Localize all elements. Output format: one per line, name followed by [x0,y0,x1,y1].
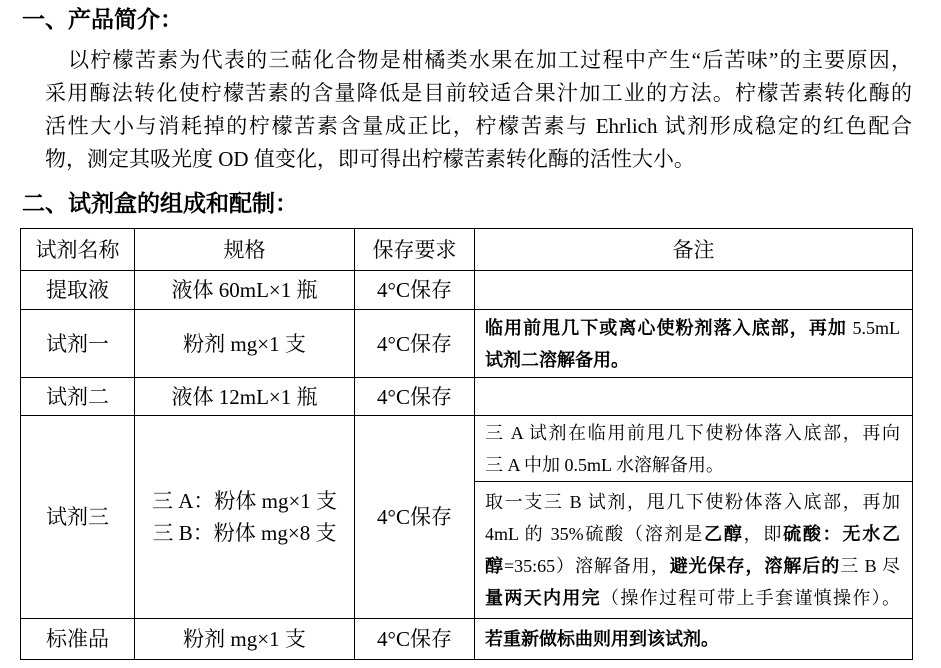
table-row [21,310,913,378]
reagent-name-cell: 试剂三 [21,416,135,619]
note-text: 三 A 中加 0.5mL 水溶解备用。 [485,454,724,475]
note-text: =35:65）溶解备用， [503,556,670,576]
table-row [21,619,913,660]
note-line [485,550,900,582]
note-line [485,417,900,449]
note-text: 临用前甩几下或离心使粉剂落入底部，再加 [485,317,847,338]
paragraph-line: 采用酶法转化使柠檬苦素的含量降低是目前较适合果汁加工业的方法。柠檬苦素转化酶的 [45,81,912,105]
spec-line: 三 A：粉体 mg×1 支 [151,489,338,513]
table-row [21,271,913,310]
storage-cell: 4°C保存 [355,271,475,310]
header-note: 备注 [475,229,913,271]
note-cell [475,271,913,310]
storage-cell: 4°C保存 [355,310,475,378]
storage-cell: 4°C保存 [355,378,475,416]
note-line [485,486,900,518]
kit-components-table [20,228,913,660]
storage-cell: 4°C保存 [355,416,475,619]
intro-paragraph [45,44,912,176]
note-line [485,582,900,614]
note-text: 硫酸：无水乙 [783,524,901,544]
reagent-name-cell: 标准品 [21,619,135,660]
spec-cell: 液体 60mL×1 瓶 [135,271,355,310]
section-heading-kit: 二、试剂盒的组成和配制： [22,190,298,216]
header-spec: 规格 [135,229,355,271]
reagent-name-cell: 试剂一 [21,310,135,378]
paragraph-line: 以柠檬苦素为代表的三萜化合物是柑橘类水果在加工过程中产生“后苦味”的主要原因， [68,48,912,72]
reagent-name-cell: 试剂二 [21,378,135,416]
table-header-row [21,229,913,271]
note-text: 避光保存，溶解后的 [669,556,841,576]
note-cell [475,310,913,378]
table-row [21,378,913,416]
note-text: 三 A 试剂在临用前甩几下使粉体落入底部，再向 [485,422,900,443]
spec-cell [135,416,355,619]
note-text: 醇 [485,556,504,576]
note-text: 4mL 的 35%硫酸（溶剂是 [485,524,705,544]
note-text: ，即 [743,524,784,544]
note-text: 试剂二溶解备用。 [485,349,629,370]
note-line [485,518,900,550]
table-row [21,416,913,482]
reagent-name-cell: 提取液 [21,271,135,310]
note-text: 5.5mL [846,317,900,338]
note-cell [475,416,913,482]
note-line [485,449,900,481]
note-text: 量两天内用完 [485,588,601,608]
note-text: 三 B 尽 [840,556,901,576]
spec-line: 三 B：粉体 mg×8 支 [152,521,337,545]
header-storage: 保存要求 [355,229,475,271]
storage-cell: 4°C保存 [355,619,475,660]
spec-cell: 粉剂 mg×1 支 [135,310,355,378]
note-cell [475,619,913,660]
note-line [485,312,900,344]
note-line [485,623,900,655]
paragraph-line: 物，测定其吸光度 OD 值变化，即可得出柠檬苦素转化酶的活性大小。 [45,147,695,171]
note-text: 乙醇 [704,524,744,544]
header-name: 试剂名称 [21,229,135,271]
note-cell [475,378,913,416]
spec-cell: 液体 12mL×1 瓶 [135,378,355,416]
note-text: （操作过程可带上手套谨慎操作）。 [601,588,900,608]
spec-cell: 粉剂 mg×1 支 [135,619,355,660]
note-text: 若重新做标曲则用到该试剂。 [485,629,719,649]
section-heading-intro: 一、产品简介： [22,6,183,32]
note-line [485,344,900,376]
note-cell [475,482,913,619]
note-text: 取一支三 B 试剂，甩几下使粉体落入底部，再加 [485,492,900,512]
paragraph-line: 活性大小与消耗掉的柠檬苦素含量成正比，柠檬苦素与 Ehrlich 试剂形成稳定的红色配合 [45,114,912,138]
